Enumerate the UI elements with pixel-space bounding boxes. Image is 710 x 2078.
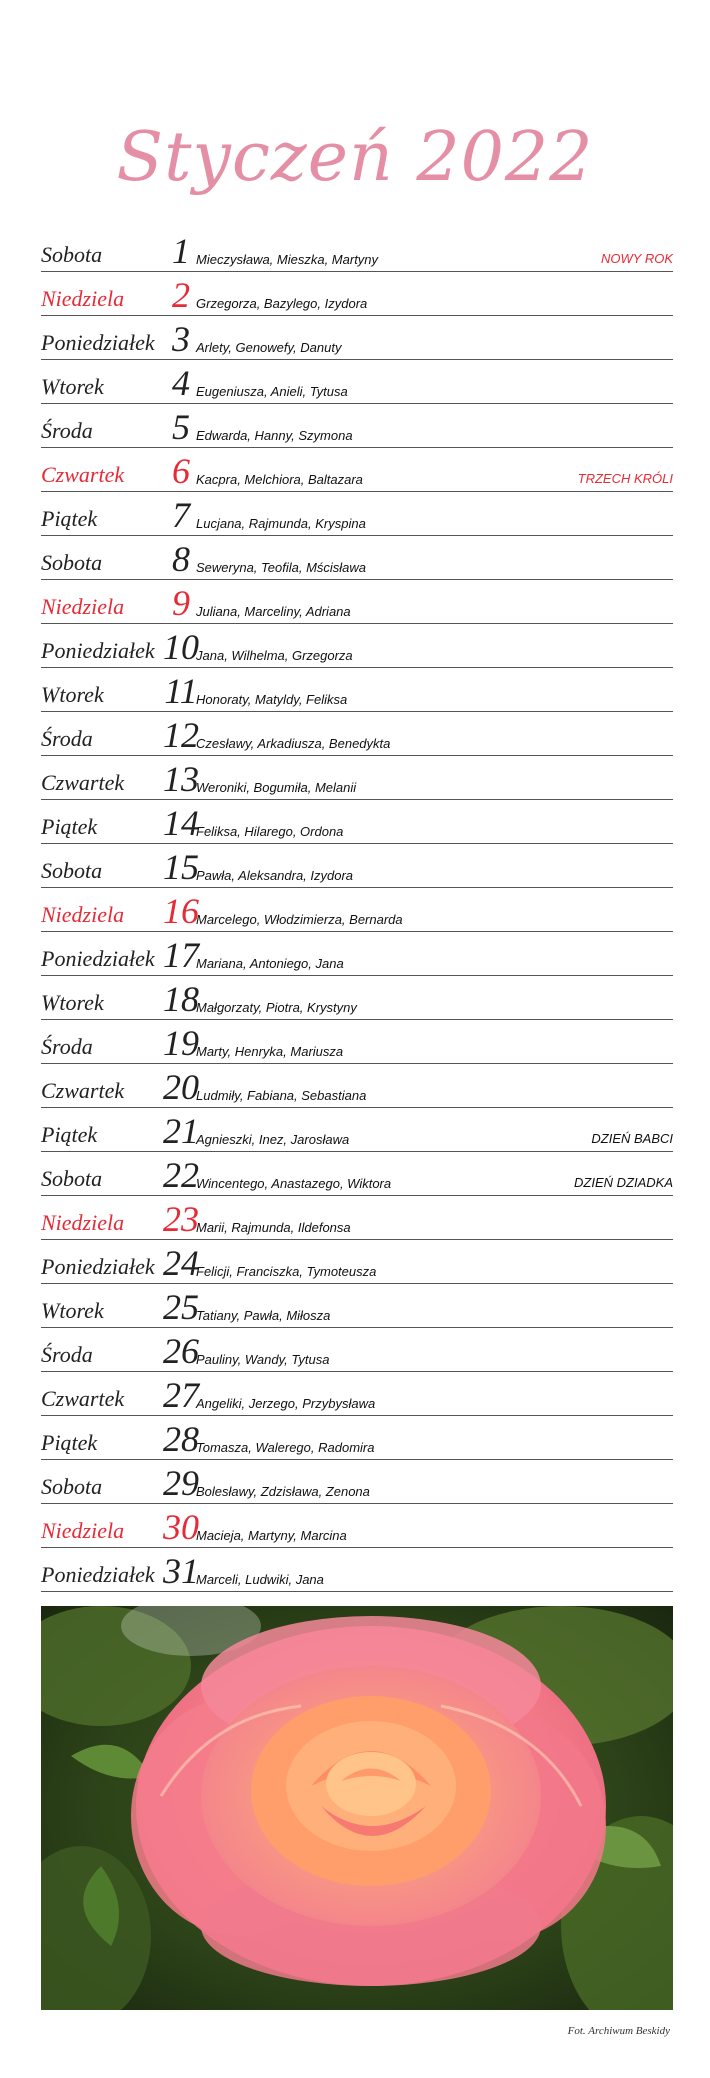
weekday-label: Środa <box>41 1034 93 1059</box>
day-number: 28 <box>163 1419 199 1459</box>
weekday-label: Niedziela <box>41 594 125 619</box>
name-days: Angeliki, Jerzego, Przybysława <box>196 1396 376 1411</box>
day-row <box>41 1460 673 1504</box>
name-days: Tomasza, Walerego, Radomira <box>196 1440 375 1455</box>
day-number: 20 <box>163 1067 199 1107</box>
day-row <box>41 800 673 844</box>
page-title: Styczeń 2022 <box>116 118 594 197</box>
day-row <box>41 228 673 272</box>
weekday-label: Wtorek <box>41 682 104 707</box>
name-days: Marii, Rajmunda, Ildefonsa <box>196 1220 351 1235</box>
name-days: Pawła, Aleksandra, Izydora <box>196 868 354 883</box>
day-row <box>41 888 673 932</box>
weekday-label: Piątek <box>41 506 98 531</box>
name-days: Ludmiły, Fabiana, Sebastiana <box>196 1088 367 1103</box>
day-row <box>41 1328 673 1372</box>
day-row <box>41 1020 673 1064</box>
day-number: 27 <box>163 1375 199 1415</box>
weekday-label: Sobota <box>41 1166 103 1191</box>
name-days: Honoraty, Matyldy, Feliksa <box>196 692 348 707</box>
name-days: Marty, Henryka, Mariusza <box>196 1044 344 1059</box>
day-row <box>41 1108 673 1152</box>
name-days: Pauliny, Wandy, Tytusa <box>196 1352 330 1367</box>
day-row <box>41 624 673 668</box>
day-row <box>41 668 673 712</box>
name-days: Wincentego, Anastazego, Wiktora <box>196 1176 392 1191</box>
day-row <box>41 844 673 888</box>
weekday-label: Środa <box>41 726 93 751</box>
day-number: 18 <box>163 979 199 1019</box>
day-number: 12 <box>163 715 199 755</box>
day-number: 2 <box>172 275 190 315</box>
day-number: 15 <box>163 847 199 887</box>
weekday-label: Sobota <box>41 858 103 883</box>
holiday-label: TRZECH KRÓLI <box>577 471 673 486</box>
day-number: 14 <box>163 803 199 843</box>
day-number: 26 <box>163 1331 199 1371</box>
name-days: Mariana, Antoniego, Jana <box>196 956 344 971</box>
weekday-label: Niedziela <box>41 286 125 311</box>
name-days: Lucjana, Rajmunda, Kryspina <box>196 516 366 531</box>
day-number: 7 <box>172 495 190 535</box>
weekday-label: Poniedziałek <box>41 638 155 663</box>
day-number: 16 <box>163 891 199 931</box>
weekday-label: Piątek <box>41 1122 98 1147</box>
day-row <box>41 316 673 360</box>
day-row <box>41 580 673 624</box>
photo-credit: Fot. Archiwum Beskidy <box>567 2025 670 2037</box>
day-number: 30 <box>163 1507 199 1547</box>
weekday-label: Środa <box>41 418 93 443</box>
weekday-label: Sobota <box>41 242 103 267</box>
day-row <box>41 272 673 316</box>
day-row <box>41 1548 673 1592</box>
day-row <box>41 448 673 492</box>
weekday-label: Piątek <box>41 1430 98 1455</box>
name-days: Marceli, Ludwiki, Jana <box>196 1572 324 1587</box>
day-row <box>41 536 673 580</box>
weekday-label: Czwartek <box>41 1386 125 1411</box>
day-number: 19 <box>163 1023 199 1063</box>
name-days: Czesławy, Arkadiusza, Benedykta <box>196 736 391 751</box>
day-row <box>41 1284 673 1328</box>
day-row <box>41 1372 673 1416</box>
weekday-label: Niedziela <box>41 1210 125 1235</box>
day-number: 21 <box>163 1111 199 1151</box>
weekday-label: Piątek <box>41 814 98 839</box>
day-row <box>41 932 673 976</box>
weekday-label: Czwartek <box>41 462 125 487</box>
name-days: Felicji, Franciszka, Tymoteusza <box>196 1264 377 1279</box>
day-row <box>41 1064 673 1108</box>
weekday-label: Sobota <box>41 550 103 575</box>
day-row <box>41 756 673 800</box>
weekday-label: Niedziela <box>41 1518 125 1543</box>
name-days: Edwarda, Hanny, Szymona <box>196 428 353 443</box>
day-number: 31 <box>163 1551 199 1591</box>
name-days: Grzegorza, Bazylego, Izydora <box>196 296 368 311</box>
weekday-label: Wtorek <box>41 990 104 1015</box>
day-row <box>41 1152 673 1196</box>
weekday-label: Sobota <box>41 1474 103 1499</box>
name-days: Kacpra, Melchiora, Baltazara <box>196 472 363 487</box>
day-row <box>41 360 673 404</box>
day-number: 23 <box>163 1199 199 1239</box>
name-days: Seweryna, Teofila, Mścisława <box>196 560 367 575</box>
weekday-label: Poniedziałek <box>41 946 155 971</box>
day-number: 13 <box>163 759 199 799</box>
weekday-label: Środa <box>41 1342 93 1367</box>
weekday-label: Niedziela <box>41 902 125 927</box>
calendar-days-list <box>41 228 673 1592</box>
name-days: Tatiany, Pawła, Miłosza <box>196 1308 331 1323</box>
day-number: 5 <box>172 407 190 447</box>
name-days: Agnieszki, Inez, Jarosława <box>196 1132 350 1147</box>
day-number: 3 <box>172 319 190 359</box>
holiday-label: NOWY ROK <box>601 251 673 266</box>
day-number: 24 <box>163 1243 199 1283</box>
day-row <box>41 1196 673 1240</box>
day-row <box>41 1240 673 1284</box>
day-number: 9 <box>172 583 190 623</box>
day-row <box>41 1416 673 1460</box>
name-days: Eugeniusza, Anieli, Tytusa <box>196 384 348 399</box>
day-number: 22 <box>163 1155 199 1195</box>
name-days: Marcelego, Włodzimierza, Bernarda <box>196 912 403 927</box>
name-days: Juliana, Marceliny, Adriana <box>196 604 351 619</box>
day-number: 4 <box>172 363 190 403</box>
name-days: Bolesławy, Zdzisława, Zenona <box>196 1484 370 1499</box>
day-number: 10 <box>163 627 199 667</box>
weekday-label: Poniedziałek <box>41 1254 155 1279</box>
weekday-label: Poniedziałek <box>41 330 155 355</box>
weekday-label: Wtorek <box>41 1298 104 1323</box>
name-days: Weroniki, Bogumiła, Melanii <box>196 780 357 795</box>
day-number: 25 <box>163 1287 199 1327</box>
name-days: Małgorzaty, Piotra, Krystyny <box>196 1000 357 1015</box>
name-days: Arlety, Genowefy, Danuty <box>196 340 342 355</box>
holiday-label: DZIEŃ DZIADKA <box>574 1175 673 1190</box>
day-row <box>41 976 673 1020</box>
weekday-label: Wtorek <box>41 374 104 399</box>
day-row <box>41 712 673 756</box>
day-number: 1 <box>172 231 190 271</box>
day-row <box>41 1504 673 1548</box>
day-number: 17 <box>163 935 199 975</box>
name-days: Jana, Wilhelma, Grzegorza <box>196 648 353 663</box>
day-number: 29 <box>163 1463 199 1503</box>
weekday-label: Czwartek <box>41 770 125 795</box>
day-number: 8 <box>172 539 190 579</box>
day-number: 11 <box>164 671 198 711</box>
weekday-label: Poniedziałek <box>41 1562 155 1587</box>
holiday-label: DZIEŃ BABCI <box>591 1131 673 1146</box>
name-days: Macieja, Martyny, Marcina <box>196 1528 347 1543</box>
name-days: Feliksa, Hilarego, Ordona <box>196 824 344 839</box>
rose-photo <box>41 1606 673 2010</box>
day-number: 6 <box>172 451 190 491</box>
name-days: Mieczysława, Mieszka, Martyny <box>196 252 379 267</box>
weekday-label: Czwartek <box>41 1078 125 1103</box>
day-row <box>41 492 673 536</box>
day-row <box>41 404 673 448</box>
